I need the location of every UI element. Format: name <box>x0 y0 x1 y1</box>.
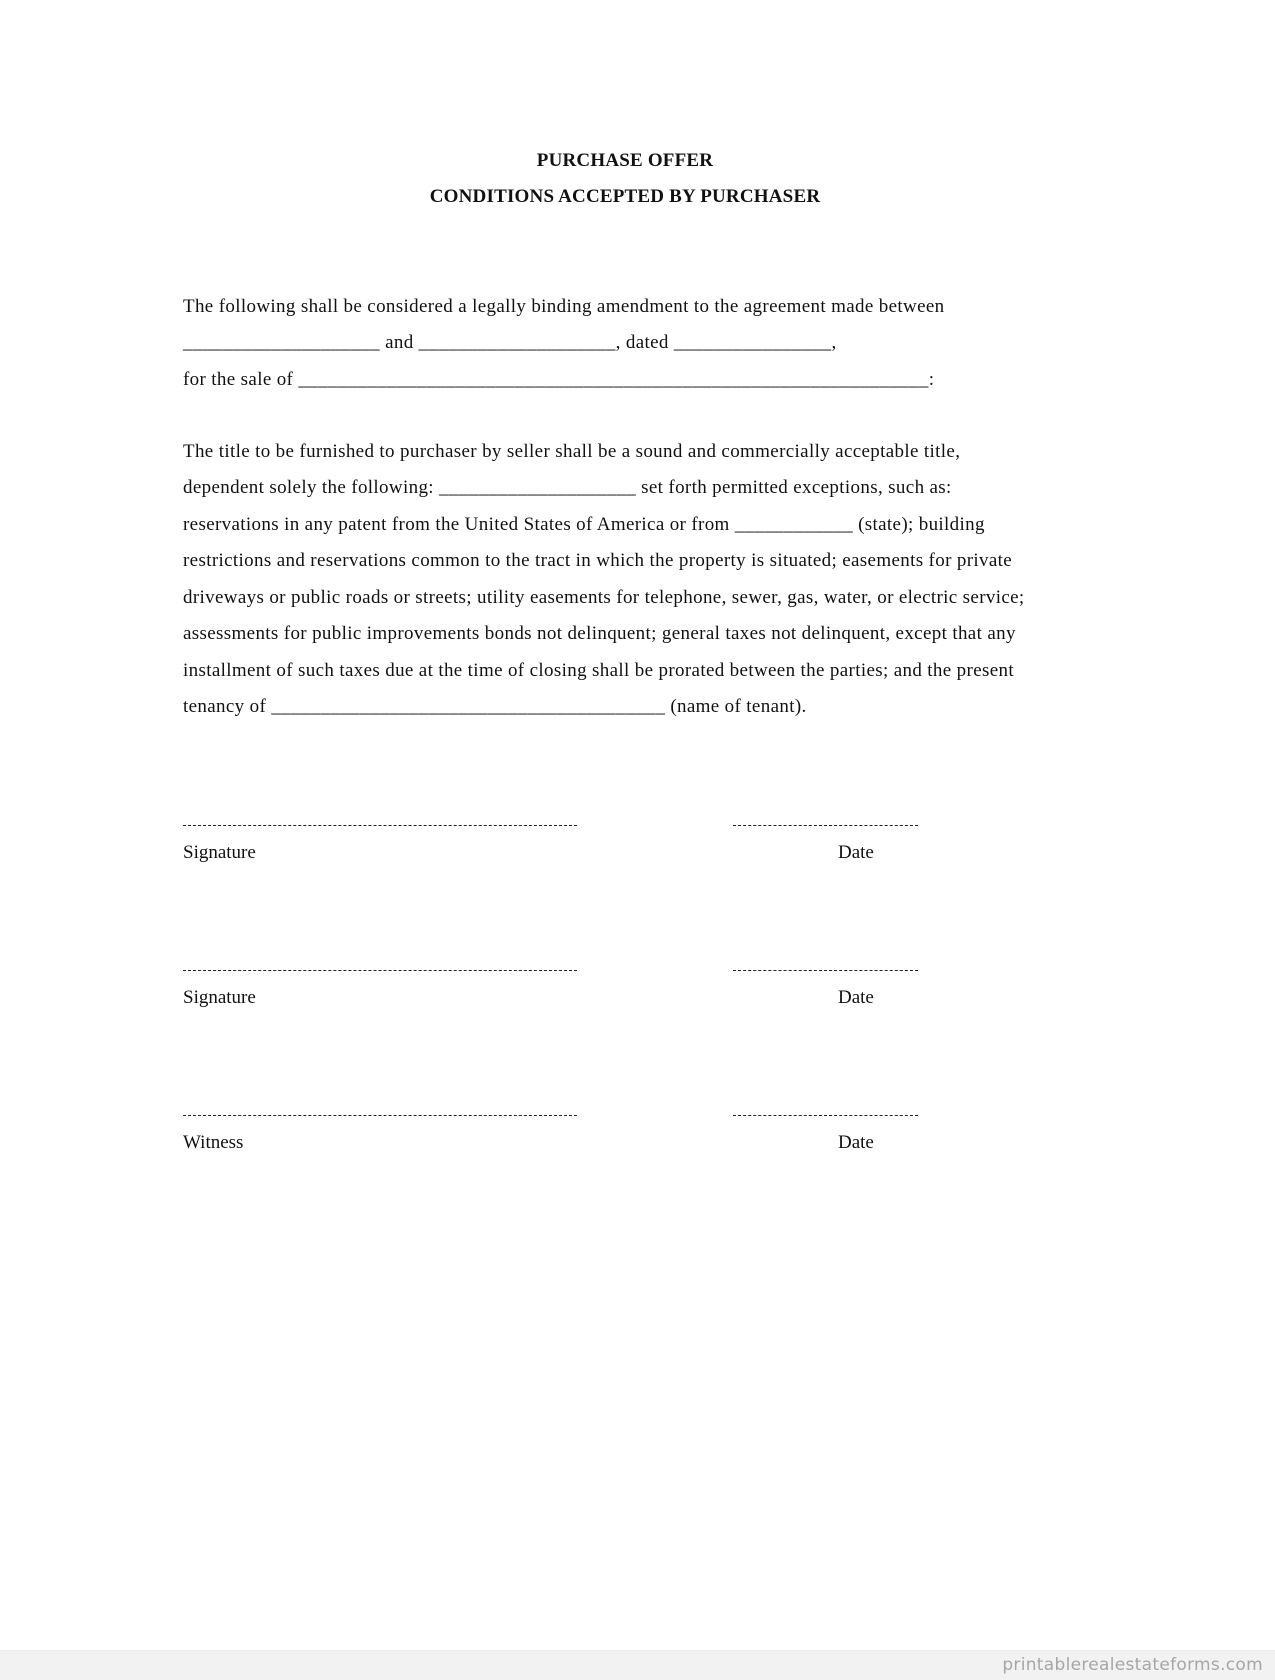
paragraph2-line: dependent solely the following: ____________________ set forth permitted exceptions, such as: <box>183 477 952 498</box>
site-watermark: printablerealestateforms.com <box>1002 1655 1263 1675</box>
document-subtitle: CONDITIONS ACCEPTED BY PURCHASER <box>429 186 821 207</box>
date-line-3[interactable] <box>733 1115 918 1116</box>
paragraph2-line: driveways or public roads or streets; utility easements for telephone, sewer, gas, water, or electric service; <box>183 587 1025 608</box>
date-line-1[interactable] <box>733 825 918 826</box>
parties-and-date-line: ____________________ and ____________________, dated ________________, <box>183 332 837 353</box>
date-label-3: Date <box>838 1132 874 1153</box>
signature-line-1[interactable] <box>183 825 577 826</box>
witness-label: Witness <box>183 1132 244 1153</box>
paragraph2-line: reservations in any patent from the United States of America or from ____________ (state); building <box>183 514 985 535</box>
paragraph1-line: The following shall be considered a legally binding amendment to the agreement made between <box>183 296 945 317</box>
paragraph2-line: installment of such taxes due at the time of closing shall be prorated between the parties; and the present <box>183 660 1014 681</box>
date-label-2: Date <box>838 987 874 1008</box>
paragraph2-line: restrictions and reservations common to the tract in which the property is situated; easements for private <box>183 550 1013 571</box>
signature-label-2: Signature <box>183 987 256 1008</box>
witness-line[interactable] <box>183 1115 577 1116</box>
paragraph2-line: assessments for public improvements bonds not delinquent; general taxes not delinquent, except that any <box>183 623 1016 644</box>
signature-label-1: Signature <box>183 842 256 863</box>
date-label-1: Date <box>838 842 874 863</box>
sale-of-line: for the sale of ________________________________________________________________: <box>183 369 935 390</box>
tenancy-line: tenancy of ________________________________________ (name of tenant). <box>183 696 807 717</box>
footer-bar <box>0 1650 1275 1680</box>
document-title: PURCHASE OFFER <box>536 150 714 171</box>
date-line-2[interactable] <box>733 970 918 971</box>
paragraph2-line: The title to be furnished to purchaser by seller shall be a sound and commercially acceptable title, <box>183 441 961 462</box>
signature-line-2[interactable] <box>183 970 577 971</box>
